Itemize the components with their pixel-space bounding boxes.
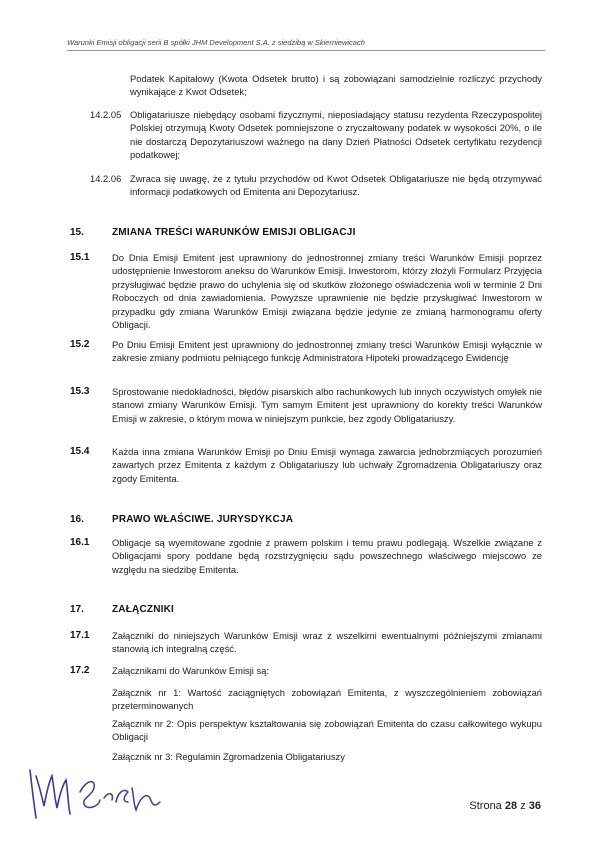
page-current: 28 [504, 800, 518, 812]
paragraph-number: 15.1 [70, 252, 90, 263]
paragraph-text: Po Dniu Emisji Emitent jest uprawniony do jednostronnej zmiany treści Warunków Emisji wyłącznie w zakresie zmiany podmiotu pełniącego funkcję Administratora Hipoteki prowadzącego Ewidencję [112, 339, 542, 364]
paragraph-number: 15.3 [70, 386, 90, 397]
attachment-item: Załącznik nr 1: Wartość zaciągniętych zobowiązań Emitenta, z wyszczególnieniem zobowiązań przeterminowanych [112, 687, 542, 712]
section-title: ZMIANA TREŚCI WARUNKÓW EMISJI OBLIGACJI [112, 227, 356, 238]
subpoint-text: Zwraca się uwagę, że z tytułu przychodów od Kwot Odsetek Obligatariusze nie będą otrzymywać informacji podatkowych od Emitenta ani Depozytariusz. [130, 173, 542, 198]
attachment-item: Załącznik nr 3: Regulamin Zgromadzenia Obligatariuszy [112, 751, 345, 762]
paragraph-text: Sprostowanie niedokładności, błędów pisarskich albo rachunkowych lub innych oczywistych omyłek nie stanowi zmiany Warunków Emisji. Tym samym Emitent jest uprawniony do korekty treści Warunków Emisji w zakresie, o którym mowa w niniejszym punkcie, bez zgody Obligatariuszy. [112, 386, 542, 424]
page-number [469, 800, 541, 812]
paragraph-text: Każda inna zmiana Warunków Emisji po Dniu Emisji wymaga zawarcia jednobrzmiących porozumień zawartych przez Emitenta z każdym z Obligatariuszy lub uchwały Zgromadzenia Obligatariuszy oraz zgody Emitenta. [112, 446, 542, 484]
section-title: ZAŁĄCZNIKI [112, 604, 174, 615]
subpoint-number: 14.2.06 [90, 173, 122, 184]
paragraph-number: 15.2 [70, 339, 90, 350]
section-number: 16. [70, 514, 84, 525]
section-number: 17. [70, 604, 84, 615]
paragraph-number: 17.2 [70, 665, 90, 676]
continuation-text: Podatek Kapitałowy (Kwota Odsetek brutto) i są zobowiązani samodzielnie rozliczyć przychody wynikające z Kwot Odsetek; [130, 73, 542, 98]
header-divider [67, 50, 545, 51]
signature-image [24, 758, 164, 828]
paragraph-number: 15.4 [70, 446, 90, 457]
subpoint-text: Obligatariusze niebędący osobami fizycznymi, nieposiadający statusu rezydenta Rzeczypospolitej Polskiej otrzymują Kwoty Odsetek pomniejszone o zryczałtowany podatek w wysokości 20%, o ile nie dostarczą Depozytariuszowi ważnego na dany Dzień Płatności Odsetek certyfikatu rezydencji podatkowej; [130, 109, 542, 161]
paragraph-number: 17.1 [70, 630, 90, 641]
subpoint-number: 14.2.05 [90, 109, 122, 120]
paragraph-text: Do Dnia Emisji Emitent jest uprawniony do jednostronnej zmiany treści Warunków Emisji poprzez udostępnienie Inwestorom aneksu do Warunków Emisji. Inwestorom, którzy złożyli Formularz Przyjęcia przysługiwać będzie prawo do uchylenia się od skutków złożonego oświadczenia woli w terminie 2 Dni Roboczych od dnia zawiadomienia. Powyższe uprawnienie nie będzie przysługiwać Inwestorom w przypadku gdy zmiana Warunków Emisji związana będzie jedynie ze zmianą harmonogramu oferty Obligacji. [112, 252, 542, 331]
section-number: 15. [70, 227, 84, 238]
paragraph-text: Obligacje są wyemitowane zgodnie z prawem polskim i temu prawu podlegają. Wszelkie związane z Obligacjami spory poddane będą rozstrzygnięciu sądu powszechnego właściwego miejscowo ze względu na siedzibę Emitenta. [112, 537, 542, 575]
page-separator: z [520, 800, 526, 812]
page-label: Strona [469, 800, 502, 812]
page-total: 36 [528, 800, 541, 812]
attachment-item: Załącznik nr 2: Opis perspektyw kształtowania się zobowiązań Emitenta do czasu całkowitego wykupu Obligacji [112, 718, 542, 743]
paragraph-text: Załączniki do niniejszych Warunków Emisji wraz z wszelkimi ewentualnymi późniejszymi zmianami stanowią ich integralną część. [112, 630, 542, 655]
running-header: Warunki Emisji obligacji serii B spółki JHM Development S.A. z siedzibą w Skierniewicach [67, 38, 365, 47]
paragraph-text: Załącznikami do Warunków Emisji są: [112, 665, 269, 676]
section-title: PRAWO WŁAŚCIWE. JURYSDYKCJA [112, 514, 294, 525]
paragraph-number: 16.1 [70, 537, 90, 548]
